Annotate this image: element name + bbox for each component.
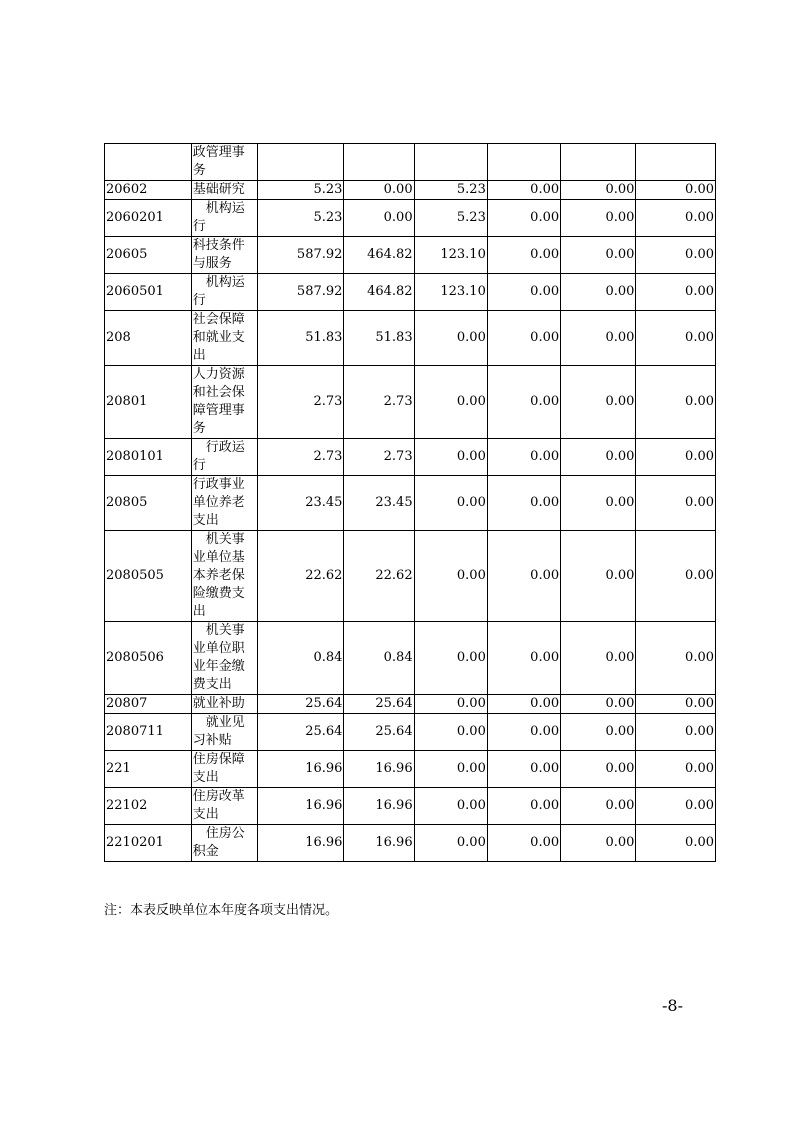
amount-cell-col-6: 0.00 bbox=[636, 366, 716, 439]
amount-cell-total: 16.96 bbox=[257, 825, 344, 862]
amount-cell-total: 2.73 bbox=[257, 439, 344, 476]
subject-code-cell: 2060501 bbox=[105, 274, 192, 311]
amount-cell-project: 0.00 bbox=[414, 366, 487, 439]
amount-cell-basic: 464.82 bbox=[344, 274, 414, 311]
amount-cell-col-6: 0.00 bbox=[636, 622, 716, 695]
table-row bbox=[105, 144, 716, 181]
amount-cell-col-6: 0.00 bbox=[636, 476, 716, 531]
amount-cell-basic: 25.64 bbox=[344, 695, 414, 714]
table-row bbox=[105, 200, 716, 237]
amount-cell-total: 22.62 bbox=[257, 531, 344, 622]
amount-cell-basic: 0.00 bbox=[344, 181, 414, 200]
subject-code-cell: 2080506 bbox=[105, 622, 192, 695]
subject-name-cell: 住房公积金 bbox=[191, 825, 257, 862]
amount-cell-col-4: 0.00 bbox=[487, 788, 560, 825]
amount-cell-col-5: 0.00 bbox=[561, 311, 636, 366]
amount-cell-col-5: 0.00 bbox=[561, 439, 636, 476]
table-row bbox=[105, 476, 716, 531]
subject-code-cell: 2080505 bbox=[105, 531, 192, 622]
amount-cell-total: 51.83 bbox=[257, 311, 344, 366]
amount-cell-col-4 bbox=[487, 144, 560, 181]
subject-name-cell: 就业见习补贴 bbox=[191, 714, 257, 751]
subject-code-cell: 20602 bbox=[105, 181, 192, 200]
amount-cell-col-6: 0.00 bbox=[636, 751, 716, 788]
subject-name-cell: 政管理事务 bbox=[191, 144, 257, 181]
subject-name-cell: 机关事业单位基本养老保险缴费支出 bbox=[191, 531, 257, 622]
amount-cell-col-5: 0.00 bbox=[561, 476, 636, 531]
page-number: -8- bbox=[662, 996, 683, 1015]
subject-code-cell bbox=[105, 144, 192, 181]
amount-cell-project: 123.10 bbox=[414, 237, 487, 274]
amount-cell-project: 0.00 bbox=[414, 439, 487, 476]
subject-name-cell: 行政运行 bbox=[191, 439, 257, 476]
amount-cell-col-5: 0.00 bbox=[561, 695, 636, 714]
subject-name-cell: 就业补助 bbox=[191, 695, 257, 714]
amount-cell-col-4: 0.00 bbox=[487, 531, 560, 622]
table-row bbox=[105, 788, 716, 825]
subject-name-cell: 科技条件与服务 bbox=[191, 237, 257, 274]
amount-cell-total: 25.64 bbox=[257, 695, 344, 714]
amount-cell-total: 587.92 bbox=[257, 237, 344, 274]
subject-name-cell: 机构运行 bbox=[191, 274, 257, 311]
amount-cell-project: 0.00 bbox=[414, 788, 487, 825]
amount-cell-col-4: 0.00 bbox=[487, 200, 560, 237]
amount-cell-basic: 16.96 bbox=[344, 788, 414, 825]
amount-cell-col-5: 0.00 bbox=[561, 366, 636, 439]
amount-cell-col-6: 0.00 bbox=[636, 825, 716, 862]
subject-code-cell: 20807 bbox=[105, 695, 192, 714]
table-row bbox=[105, 622, 716, 695]
amount-cell-col-6: 0.00 bbox=[636, 695, 716, 714]
subject-name-cell: 基础研究 bbox=[191, 181, 257, 200]
amount-cell-col-6 bbox=[636, 144, 716, 181]
amount-cell-col-4: 0.00 bbox=[487, 439, 560, 476]
table-row bbox=[105, 695, 716, 714]
amount-cell-col-6: 0.00 bbox=[636, 311, 716, 366]
amount-cell-basic: 2.73 bbox=[344, 439, 414, 476]
amount-cell-col-4: 0.00 bbox=[487, 274, 560, 311]
amount-cell-col-5: 0.00 bbox=[561, 751, 636, 788]
subject-name-cell: 社会保障和就业支出 bbox=[191, 311, 257, 366]
subject-name-cell: 人力资源和社会保障管理事务 bbox=[191, 366, 257, 439]
amount-cell-col-5: 0.00 bbox=[561, 788, 636, 825]
amount-cell-col-5: 0.00 bbox=[561, 181, 636, 200]
amount-cell-total: 5.23 bbox=[257, 200, 344, 237]
subject-name-cell: 住房改革支出 bbox=[191, 788, 257, 825]
table-row bbox=[105, 237, 716, 274]
amount-cell-project: 0.00 bbox=[414, 476, 487, 531]
amount-cell-col-6: 0.00 bbox=[636, 714, 716, 751]
amount-cell-col-5: 0.00 bbox=[561, 237, 636, 274]
amount-cell-project: 0.00 bbox=[414, 714, 487, 751]
amount-cell-col-4: 0.00 bbox=[487, 714, 560, 751]
amount-cell-col-5: 0.00 bbox=[561, 825, 636, 862]
expenditure-table bbox=[104, 143, 716, 862]
subject-code-cell: 221 bbox=[105, 751, 192, 788]
amount-cell-project: 0.00 bbox=[414, 311, 487, 366]
amount-cell-basic: 464.82 bbox=[344, 237, 414, 274]
subject-code-cell: 20801 bbox=[105, 366, 192, 439]
subject-name-cell: 行政事业单位养老支出 bbox=[191, 476, 257, 531]
amount-cell-project bbox=[414, 144, 487, 181]
subject-code-cell: 2060201 bbox=[105, 200, 192, 237]
table-note: 注：本表反映单位本年度各项支出情况。 bbox=[104, 903, 339, 918]
amount-cell-total bbox=[257, 144, 344, 181]
subject-code-cell: 20805 bbox=[105, 476, 192, 531]
amount-cell-col-4: 0.00 bbox=[487, 622, 560, 695]
amount-cell-project: 5.23 bbox=[414, 200, 487, 237]
amount-cell-basic: 2.73 bbox=[344, 366, 414, 439]
subject-code-cell: 208 bbox=[105, 311, 192, 366]
amount-cell-project: 5.23 bbox=[414, 181, 487, 200]
amount-cell-col-5: 0.00 bbox=[561, 200, 636, 237]
amount-cell-total: 2.73 bbox=[257, 366, 344, 439]
amount-cell-col-4: 0.00 bbox=[487, 751, 560, 788]
table-row bbox=[105, 714, 716, 751]
amount-cell-basic: 16.96 bbox=[344, 751, 414, 788]
amount-cell-col-5: 0.00 bbox=[561, 714, 636, 751]
table-row bbox=[105, 366, 716, 439]
table-row bbox=[105, 181, 716, 200]
amount-cell-project: 0.00 bbox=[414, 825, 487, 862]
amount-cell-basic: 0.00 bbox=[344, 200, 414, 237]
amount-cell-basic bbox=[344, 144, 414, 181]
amount-cell-project: 0.00 bbox=[414, 695, 487, 714]
amount-cell-total: 5.23 bbox=[257, 181, 344, 200]
amount-cell-col-5 bbox=[561, 144, 636, 181]
amount-cell-basic: 16.96 bbox=[344, 825, 414, 862]
amount-cell-project: 0.00 bbox=[414, 622, 487, 695]
amount-cell-col-4: 0.00 bbox=[487, 181, 560, 200]
amount-cell-total: 0.84 bbox=[257, 622, 344, 695]
amount-cell-project: 123.10 bbox=[414, 274, 487, 311]
amount-cell-col-6: 0.00 bbox=[636, 531, 716, 622]
table-row bbox=[105, 274, 716, 311]
amount-cell-col-6: 0.00 bbox=[636, 181, 716, 200]
amount-cell-col-4: 0.00 bbox=[487, 311, 560, 366]
table-row bbox=[105, 311, 716, 366]
amount-cell-total: 23.45 bbox=[257, 476, 344, 531]
amount-cell-basic: 51.83 bbox=[344, 311, 414, 366]
amount-cell-col-6: 0.00 bbox=[636, 274, 716, 311]
amount-cell-col-5: 0.00 bbox=[561, 531, 636, 622]
amount-cell-col-5: 0.00 bbox=[561, 622, 636, 695]
amount-cell-total: 16.96 bbox=[257, 788, 344, 825]
subject-name-cell: 机构运行 bbox=[191, 200, 257, 237]
amount-cell-col-4: 0.00 bbox=[487, 476, 560, 531]
amount-cell-col-6: 0.00 bbox=[636, 439, 716, 476]
table-body bbox=[105, 144, 716, 862]
subject-name-cell: 住房保障支出 bbox=[191, 751, 257, 788]
amount-cell-col-6: 0.00 bbox=[636, 237, 716, 274]
amount-cell-basic: 23.45 bbox=[344, 476, 414, 531]
subject-name-cell: 机关事业单位职业年金缴费支出 bbox=[191, 622, 257, 695]
subject-code-cell: 2080101 bbox=[105, 439, 192, 476]
amount-cell-project: 0.00 bbox=[414, 751, 487, 788]
amount-cell-basic: 0.84 bbox=[344, 622, 414, 695]
table-row bbox=[105, 751, 716, 788]
amount-cell-basic: 25.64 bbox=[344, 714, 414, 751]
subject-code-cell: 20605 bbox=[105, 237, 192, 274]
amount-cell-basic: 22.62 bbox=[344, 531, 414, 622]
amount-cell-col-4: 0.00 bbox=[487, 237, 560, 274]
table-row bbox=[105, 825, 716, 862]
subject-code-cell: 22102 bbox=[105, 788, 192, 825]
amount-cell-project: 0.00 bbox=[414, 531, 487, 622]
subject-code-cell: 2210201 bbox=[105, 825, 192, 862]
amount-cell-total: 16.96 bbox=[257, 751, 344, 788]
amount-cell-col-4: 0.00 bbox=[487, 825, 560, 862]
amount-cell-total: 587.92 bbox=[257, 274, 344, 311]
amount-cell-col-4: 0.00 bbox=[487, 366, 560, 439]
table-row bbox=[105, 439, 716, 476]
amount-cell-total: 25.64 bbox=[257, 714, 344, 751]
amount-cell-col-4: 0.00 bbox=[487, 695, 560, 714]
amount-cell-col-6: 0.00 bbox=[636, 200, 716, 237]
amount-cell-col-6: 0.00 bbox=[636, 788, 716, 825]
table-row bbox=[105, 531, 716, 622]
amount-cell-col-5: 0.00 bbox=[561, 274, 636, 311]
subject-code-cell: 2080711 bbox=[105, 714, 192, 751]
